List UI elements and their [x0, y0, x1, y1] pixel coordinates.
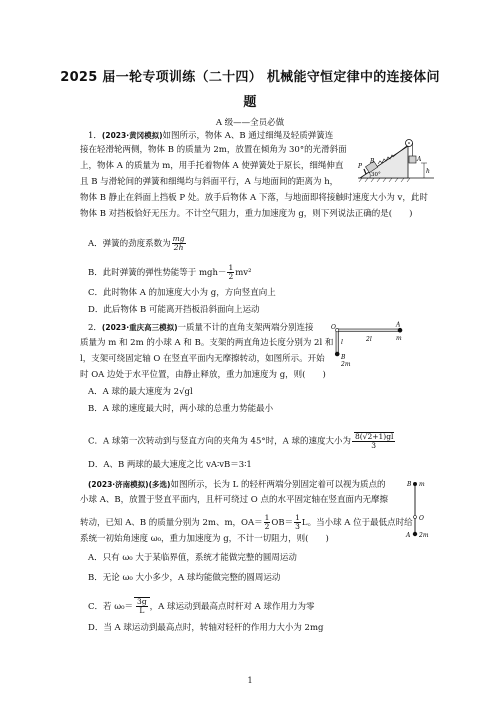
q2-label-B: B: [341, 354, 346, 361]
q2-label-A: A: [396, 321, 401, 329]
q2-label-O: O: [331, 324, 336, 331]
q3-label-O: O: [419, 515, 424, 522]
q2-label-m: m: [396, 335, 402, 342]
q3-line-2: 小球 A、B，放置于竖直平面内，且杆可绕过 O 点的水平固定轴在竖直面内无摩擦: [80, 495, 388, 505]
q1-label-h: h: [426, 168, 430, 175]
q2-line-4: 时 OA 边处于水平位置，由静止释放，重力加速度为 g，则( ): [80, 370, 326, 380]
q1-line-3: 上，物体 A 的质量为 m，用手托着物体 A 使弹簧处于原长，细绳伸直: [80, 161, 344, 171]
q3-label-m: m: [419, 481, 425, 488]
q2-number: 2．: [88, 323, 102, 333]
q2-line-1: 2．(2023·重庆高三模拟)一质量不计的直角支架两端分别连接: [88, 323, 314, 333]
q2-option-b: B．A 球的速度最大时，两小球的总重力势能最小: [88, 404, 274, 414]
q3-line-4: 系统一初始角速度 ω₀，重力加速度为 g，不计一切阻力，则( ): [80, 534, 329, 544]
q1-line-6: 物体 B 对挡板恰好无压力。不计空气阻力，重力加速度为 g，则下列说法正确的是( ): [80, 209, 413, 219]
q2-option-c-fraction: $\frac{8(√2+1)gl}{3}$: [352, 432, 395, 450]
q3-option-d: D．当 A 球运动到最高点时，转轴对轻杆的作用力大小为 2mg: [88, 623, 324, 633]
q2-option-d: D．A、B 两球的最大速度之比 vA∶vB＝3∶1: [88, 460, 252, 470]
q1-text: 如图所示，物体 A、B 通过细绳及轻质弹簧连: [162, 131, 334, 141]
q2-line-2: 质量为 m 和 2m 的小球 A 和 B。支架的两直角边长度分别为 2l 和: [80, 338, 334, 348]
q1-source: (2023·黄冈模拟): [101, 131, 163, 140]
q1-line-4: 且 B 与滑轮间的弹簧和细绳均与斜面平行，A 与地面间的距离为 h，: [80, 177, 339, 187]
q3-line-1: (2023·济南模拟)(多选)如图所示，长为 L 的轻杆两端分别固定着可以视为质点的: [88, 480, 386, 490]
q3-label-2m: 2m: [419, 532, 429, 539]
q2-option-a: A．A 球的最大速度为 2√gl: [88, 387, 193, 397]
q1-figure-incline: [356, 128, 436, 186]
q1-label-angle: 30°: [371, 172, 381, 178]
q1-label-A: A: [417, 156, 422, 163]
q1-line-2: 接在轻滑轮两侧，物体 B 的质量为 2m，放置在倾角为 30°的光滑斜面: [80, 145, 347, 155]
q1-label-P: P: [358, 163, 363, 170]
page-title: 2025 届一轮专项训练（二十四） 机械能守恒定律中的连接体问: [60, 70, 440, 85]
q3-option-c-sqrt: $\frac{3g}{L}$: [134, 597, 150, 615]
page-number: 1: [247, 676, 253, 685]
q1-option-d: D．此后物体 B 可能离开挡板沿斜面向上运动: [88, 305, 260, 315]
q1-option-c: C．此时物体 A 的加速度大小为 g，方向竖直向上: [88, 288, 276, 298]
level-header: A 级——全员必做: [215, 118, 285, 128]
q1-line-1: [88, 130, 333, 142]
q2-label-2m: 2m: [341, 361, 351, 368]
q1-option-a-fraction: $\frac{mg}{2h}$: [172, 234, 185, 252]
q3-figure-rod: [403, 478, 433, 540]
q1-label-B: B: [370, 158, 375, 165]
q3-source: (2023·济南模拟)(多选): [88, 480, 171, 489]
q3-option-a: A．只有 ω₀ 大于某临界值，系统才能做完整的圆周运动: [88, 553, 297, 563]
q2-figure-bracket: [332, 323, 410, 369]
q3-line-3: 转动，已知 A、B 的质量分别为 2m、m，OA＝ $\frac{1}{2}$ OB＝ $\frac{1}{3}$ L。当小球 A 位于最低点时给: [80, 513, 413, 531]
q2-label-2l: 2l: [366, 336, 372, 343]
q1-number: 1．: [88, 131, 102, 141]
q3-option-c: C．若 ω₀＝ $\frac{3g}{L}$ ，A 球运动到最高点时杆对 A 球作用力为零: [88, 597, 315, 615]
q2-line-3: l，支架可绕固定轴 O 在竖直平面内无摩擦转动，如图所示。开始: [80, 354, 325, 364]
q3-label-A: A: [406, 532, 411, 539]
q2-source: (2023·重庆高三模拟): [101, 323, 178, 332]
q1-line-5: 物体 B 静止在斜面上挡板 P 处。放手后物体 A 下落，与地面即将接触时速度大小为 v，此时: [80, 193, 428, 203]
q1-option-b: B．此时弹簧的弹性势能等于 mgh－ $\frac{1}{2}$ mv²: [88, 263, 252, 281]
q2-option-c: C．A 球第一次转动到与竖直方向的夹角为 45°时，A 球的速度大小为 $\frac{8(√2+1)gl}{3}$: [88, 432, 394, 450]
q3-option-b: B．无论 ω₀ 大小多少，A 球均能做完整的圆周运动: [88, 573, 281, 583]
q1-option-a: A．弹簧的劲度系数为 $\frac{mg}{2h}$: [88, 234, 185, 252]
q2-label-l: l: [341, 339, 343, 346]
q3-label-B: B: [407, 481, 412, 488]
q1-option-b-fraction: $\frac{1}{2}$: [228, 263, 234, 281]
page-title-continued: 题: [243, 95, 257, 110]
